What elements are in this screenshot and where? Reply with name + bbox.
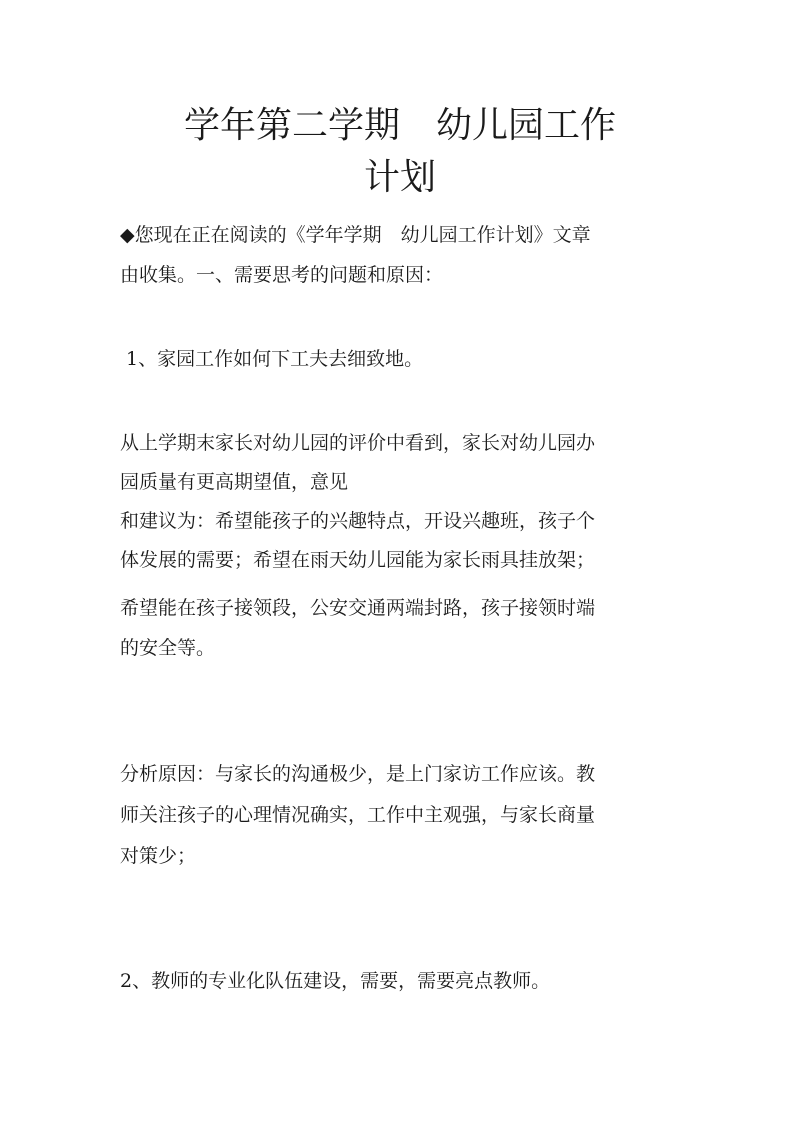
intro-line-2: 由收集。一、需要思考的问题和原因： xyxy=(120,264,444,286)
feedback-line-1: 从上学期末家长对幼儿园的评价中看到，家长对幼儿园办 xyxy=(120,432,596,454)
analysis-line-2: 师关注孩子的心理情况确实，工作中主观强，与家长商量 xyxy=(120,804,596,826)
feedback-line-6: 的安全等。 xyxy=(120,637,216,659)
document-title-line-2: 计划 xyxy=(363,157,436,198)
feedback-line-5: 希望能在孩子接领段，公安交通两端封路，孩子接领时端 xyxy=(120,597,596,619)
feedback-line-2: 园质量有更高期望值，意见 xyxy=(120,471,349,493)
feedback-line-4: 体发展的需要；希望在雨天幼儿园能为家长雨具挂放架； xyxy=(120,549,596,571)
analysis-line-1: 分析原因：与家长的沟通极少，是上门家访工作应该。教 xyxy=(120,763,596,785)
analysis-line-3: 对策少； xyxy=(120,845,197,867)
feedback-line-3: 和建议为：希望能孩子的兴趣特点，开设兴趣班，孩子个 xyxy=(120,510,596,532)
document-title-line-1: 学年第二学期 幼儿园工作 xyxy=(183,105,616,146)
intro-line-1: ◆您现在正在阅读的《学年学期 幼儿园工作计划》文章 xyxy=(120,224,591,246)
item-1: 1、家园工作如何下工夫去细致地。 xyxy=(120,348,424,370)
item-2: 2、教师的专业化队伍建设，需要，需要亮点教师。 xyxy=(120,970,551,992)
